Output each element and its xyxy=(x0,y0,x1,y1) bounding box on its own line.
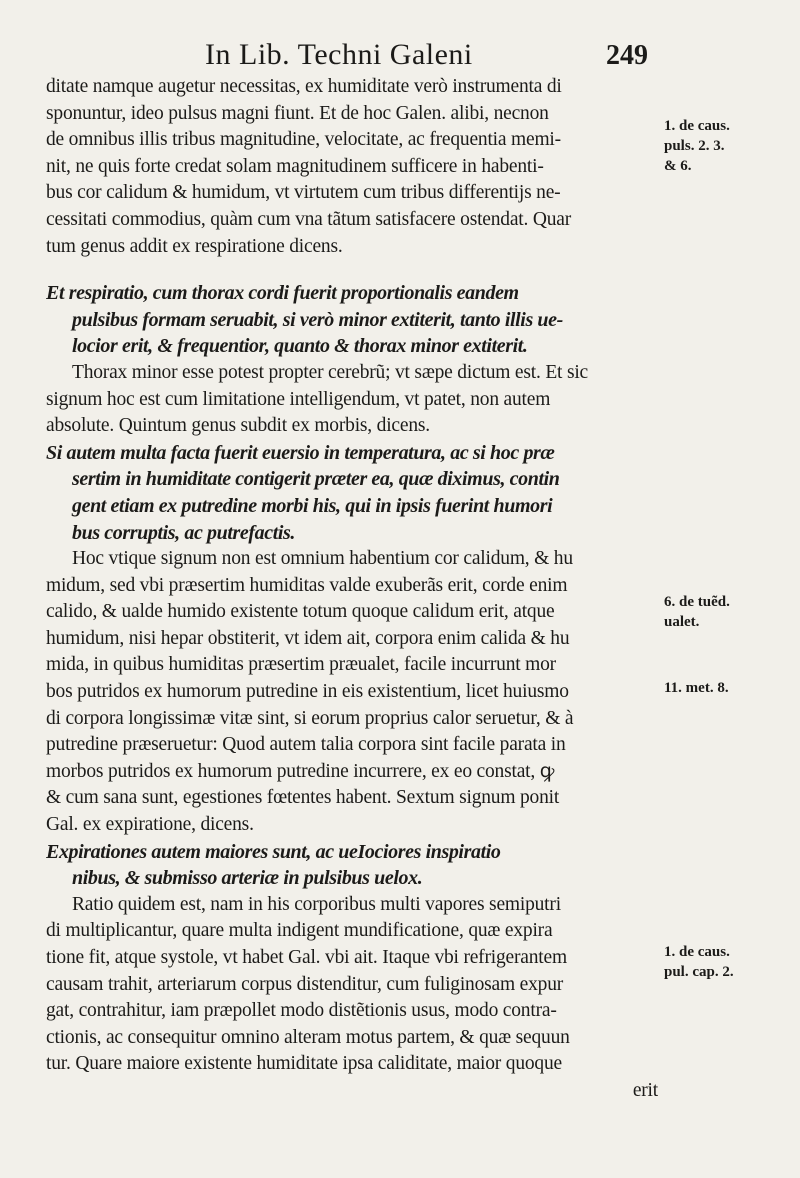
text-line: calido, & ualde humido existente totum quoque calidum erit, atque xyxy=(46,601,555,623)
margin-note-line: 6. de tuẽd. xyxy=(664,594,730,610)
text-line: bos putridos ex humorum putredine in eis existentium, licet huiusmo xyxy=(46,681,569,703)
text-line: Gal. ex expiratione, dicens. xyxy=(46,814,254,836)
text-line: absolute. Quintum genus subdit ex morbis, dicens. xyxy=(46,415,430,437)
text-line: causam trahit, arteriarum corpus distenditur, cum fuliginosam expur xyxy=(46,973,564,995)
text-line: putredine præseruetur: Quod autem talia corpora sint facile parata in xyxy=(46,734,566,756)
quoted-text-line: sertim in humiditate contigerit præter ea, quæ diximus, contin xyxy=(72,468,560,491)
text-line: & cum sana sunt, egestiones fœtentes habent. Sextum signum ponit xyxy=(46,787,560,809)
text-line: di multiplicantur, quare multa indigent mundificatione, quæ expira xyxy=(46,920,553,942)
quoted-text-line: pulsibus formam seruabit, si verò minor extiterit, tanto illis ue- xyxy=(72,308,563,331)
margin-note-line: 1. de caus. xyxy=(664,118,730,134)
text-line: Thorax minor esse potest propter cerebrũ; vt sæpe dictum est. Et sic xyxy=(72,361,589,383)
quoted-text-line: locior erit, & frequentior, quanto & thorax minor extiterit. xyxy=(72,335,528,358)
quoted-text-line: bus corruptis, ac putrefactis. xyxy=(72,521,296,544)
quoted-text-line: Expirationes autem maiores sunt, ac ueIociores inspiratio xyxy=(46,840,501,863)
body-text xyxy=(46,74,658,1105)
margin-note xyxy=(664,678,794,698)
text-line: sponuntur, ideo pulsus magni fiunt. Et de hoc Galen. alibi, necnon xyxy=(46,102,549,124)
text-line: tur. Quare maiore existente humiditate ipsa caliditate, maior quoque xyxy=(46,1053,562,1075)
margin-note xyxy=(664,942,794,982)
catchword: erit xyxy=(632,1079,658,1101)
text-line: midum, sed vbi præsertim humiditas valde exuberãs erit, corde enim xyxy=(46,574,568,596)
text-line: de omnibus illis tribus magnitudine, velocitate, ac frequentia memi- xyxy=(46,129,561,151)
text-line: Hoc vtique signum non est omnium habentium cor calidum, & hu xyxy=(72,548,573,570)
quoted-text-line: Et respiratio, cum thorax cordi fuerit proportionalis eandem xyxy=(46,282,519,305)
text-line: cessitati commodius, quàm cum vna tãtum satisfacere ostendat. Quar xyxy=(46,208,572,230)
text-line: morbos putridos ex humorum putredine incurrere, ex eo constat, ꝙ xyxy=(46,760,555,782)
text-line: ditate namque augetur necessitas, ex humiditate verò instrumenta di xyxy=(46,76,562,97)
margin-note xyxy=(664,592,794,632)
text-line: mida, in quibus humiditas præsertim præualet, facile incurrunt mor xyxy=(46,654,556,676)
quoted-text-line: gent etiam ex putredine morbi his, qui in ipsis fuerint humori xyxy=(72,494,553,517)
text-line: nit, ne quis forte credat solam magnitudinem sufficere in habenti- xyxy=(46,155,544,177)
margin-note-line: 11. met. 8. xyxy=(664,680,729,696)
text-line: di corpora longissimæ vitæ sint, si eorum proprius calor seruetur, & à xyxy=(46,707,574,729)
margin-note-line: & 6. xyxy=(664,158,692,174)
text-line: gat, contrahitur, iam præpollet modo distẽtionis usus, modo contra- xyxy=(46,1000,557,1022)
text-line: ctionis, ac consequitur omnino alteram motus partem, & quæ sequun xyxy=(46,1026,570,1048)
quoted-text-line: Si autem multa facta fuerit euersio in temperatura, ac si hoc præ xyxy=(46,441,555,464)
margin-note xyxy=(664,116,794,176)
running-head: In Lib. Techni Galeni xyxy=(205,38,473,71)
text-line: tione fit, atque systole, vt habet Gal. vbi ait. Itaque vbi refrigerantem xyxy=(46,947,567,968)
text-line: tum genus addit ex respiratione dicens. xyxy=(46,235,343,257)
margin-note-line: pul. cap. 2. xyxy=(664,964,734,980)
text-line: bus cor calidum & humidum, vt virtutem cum tribus differentijs ne- xyxy=(46,182,561,204)
margin-note-line: puls. 2. 3. xyxy=(664,138,725,154)
margin-note-line: ualet. xyxy=(664,614,700,630)
text-line: humidum, nisi hepar obstiterit, vt idem ait, corpora enim calida & hu xyxy=(46,627,570,649)
margin-note-line: 1. de caus. xyxy=(664,944,730,960)
quoted-text-line: nibus, & submisso arteriæ in pulsibus uelox. xyxy=(72,867,423,890)
text-line: signum hoc est cum limitatione intelligendum, vt patet, non autem xyxy=(46,388,551,410)
text-line: Ratio quidem est, nam in his corporibus multi vapores semiputri xyxy=(72,893,561,915)
page-number: 249 xyxy=(606,40,648,71)
